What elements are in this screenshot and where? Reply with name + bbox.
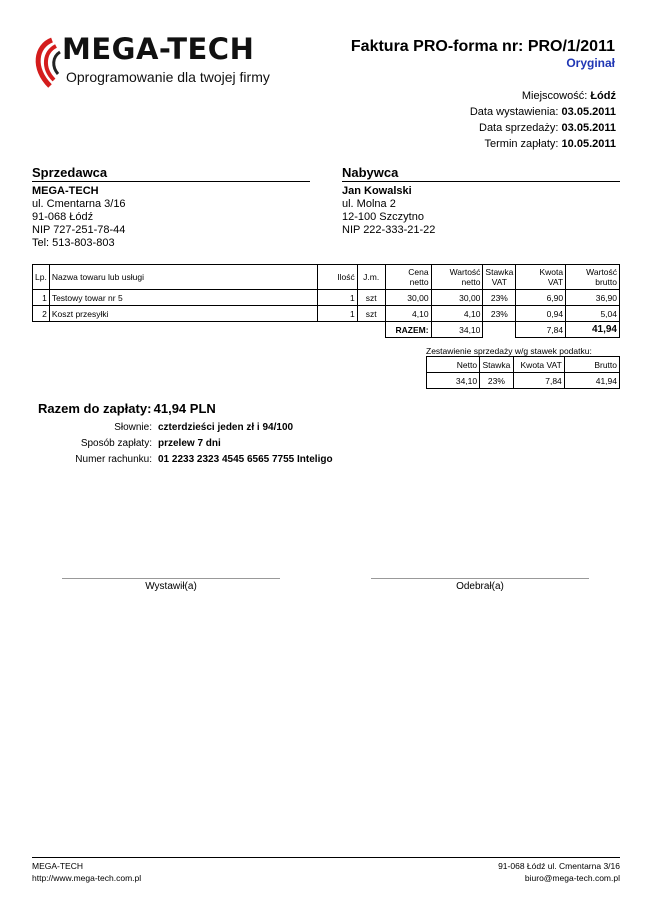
invoice-title: Faktura PRO-forma nr: PRO/1/2011: [350, 38, 615, 55]
vat-summary-col-vat: Kwota VAT: [513, 357, 564, 373]
col-price: Cena netto: [385, 265, 431, 290]
buyer-address-street: ul. Molna 2: [342, 198, 396, 210]
col-name: Nazwa towaru lub usługi: [49, 265, 317, 290]
payment-details: [40, 420, 333, 468]
row-vat-rate: 23%: [483, 290, 516, 306]
col-unit: J.m.: [357, 265, 385, 290]
row-unit: szt: [357, 306, 385, 322]
buyer-block: [342, 166, 620, 237]
company-logo: [30, 34, 280, 94]
row-name: Testowy towar nr 5: [49, 290, 317, 306]
bank-account: Numer rachunku: 01 2233 2323 4545 6565 7755 Inteligo: [75, 454, 333, 465]
row-vat-rate: 23%: [483, 306, 516, 322]
footer-company: MEGA-TECH: [32, 861, 83, 871]
vat-summary-gross: 41,94: [564, 373, 619, 389]
row-qty: 1: [317, 306, 357, 322]
invoice-copy-type: Oryginał: [566, 56, 615, 70]
row-gross: 5,04: [566, 306, 620, 322]
vat-summary-table: [426, 356, 620, 389]
vat-summary-col-gross: Brutto: [564, 357, 619, 373]
col-lp: Lp.: [33, 265, 50, 290]
table-row: [33, 290, 620, 306]
seller-phone: Tel: 513-803-803: [32, 237, 115, 249]
col-vat-amount: Kwota VAT: [516, 265, 566, 290]
buyer-address-city: 12-100 Szczytno: [342, 211, 424, 223]
footer-address: 91-068 Łódź ul. Cmentarna 3/16: [498, 861, 620, 871]
buyer-name: Jan Kowalski: [342, 185, 412, 197]
row-unit: szt: [357, 290, 385, 306]
row-lp: 2: [33, 306, 50, 322]
items-table: [32, 264, 620, 338]
footer-divider: [32, 857, 620, 858]
footer-left: [32, 860, 141, 884]
vat-summary-title: Zestawienie sprzedaży w/g stawek podatku:: [426, 346, 592, 356]
row-qty: 1: [317, 290, 357, 306]
amount-in-words: Słownie: czterdzieści jeden zł i 94/100: [114, 422, 294, 433]
receiver-signature-label: Odebrał(a): [456, 581, 504, 592]
items-header-row: [33, 265, 620, 290]
row-vat-amount: 0,94: [516, 306, 566, 322]
meta-issue-date: Data wystawienia: 03.05.2011: [469, 106, 616, 118]
row-price: 30,00: [385, 290, 431, 306]
vat-summary-vat: 7,84: [513, 373, 564, 389]
total-net: 34,10: [431, 322, 483, 338]
vat-summary-net: 34,10: [427, 373, 480, 389]
footer-right: [498, 860, 620, 884]
seller-address-street: ul. Cmentarna 3/16: [32, 198, 126, 210]
amount-due-label: Razem do zapłaty:: [38, 401, 152, 416]
row-gross: 36,90: [566, 290, 620, 306]
logo-name: MEGA-TECH: [62, 32, 255, 66]
footer-website: http://www.mega-tech.com.pl: [32, 873, 142, 883]
row-price: 4,10: [385, 306, 431, 322]
col-vat-rate: Stawka VAT: [483, 265, 516, 290]
buyer-nip: NIP 222-333-21-22: [342, 224, 436, 236]
row-net: 30,00: [431, 290, 483, 306]
footer-email: biuro@mega-tech.com.pl: [524, 873, 620, 883]
issuer-signature-label: Wystawił(a): [145, 581, 197, 592]
buyer-heading: Nabywca: [342, 166, 620, 182]
seller-name: MEGA-TECH: [32, 185, 99, 197]
meta-sale-date: Data sprzedaży: 03.05.2011: [479, 122, 616, 134]
row-vat-amount: 6,90: [516, 290, 566, 306]
issuer-signature-line: [62, 578, 280, 579]
logo-tagline: Oprogramowanie dla twojej firmy: [66, 69, 270, 85]
vat-summary-rate: 23%: [480, 373, 514, 389]
table-row: [427, 373, 620, 389]
row-name: Koszt przesyłki: [49, 306, 317, 322]
seller-nip: NIP 727-251-78-44: [32, 224, 126, 236]
receiver-signature-line: [371, 578, 589, 579]
seller-heading: Sprzedawca: [32, 166, 310, 182]
meta-place: Miejscowość: Łódź: [521, 90, 616, 102]
items-total-row: [33, 322, 620, 338]
amount-due: [38, 401, 216, 416]
meta-due-date: Termin zapłaty: 10.05.2011: [484, 138, 616, 150]
seller-block: [32, 166, 310, 250]
row-lp: 1: [33, 290, 50, 306]
col-net: Wartość netto: [431, 265, 483, 290]
col-gross: Wartość brutto: [566, 265, 620, 290]
vat-summary-col-net: Netto: [427, 357, 480, 373]
col-qty: Ilość: [317, 265, 357, 290]
table-row: [33, 306, 620, 322]
total-vat-amount: 7,84: [516, 322, 566, 338]
invoice-meta: [470, 88, 616, 152]
vat-summary-col-rate: Stawka: [480, 357, 514, 373]
row-net: 4,10: [431, 306, 483, 322]
payment-method: Sposób zapłaty: przelew 7 dni: [80, 438, 221, 449]
seller-address-city: 91-068 Łódź: [32, 211, 94, 223]
total-gross: 41,94: [566, 322, 620, 338]
amount-due-value: 41,94 PLN: [153, 401, 216, 416]
total-label: RAZEM:: [385, 322, 431, 338]
vat-summary-header-row: [427, 357, 620, 373]
